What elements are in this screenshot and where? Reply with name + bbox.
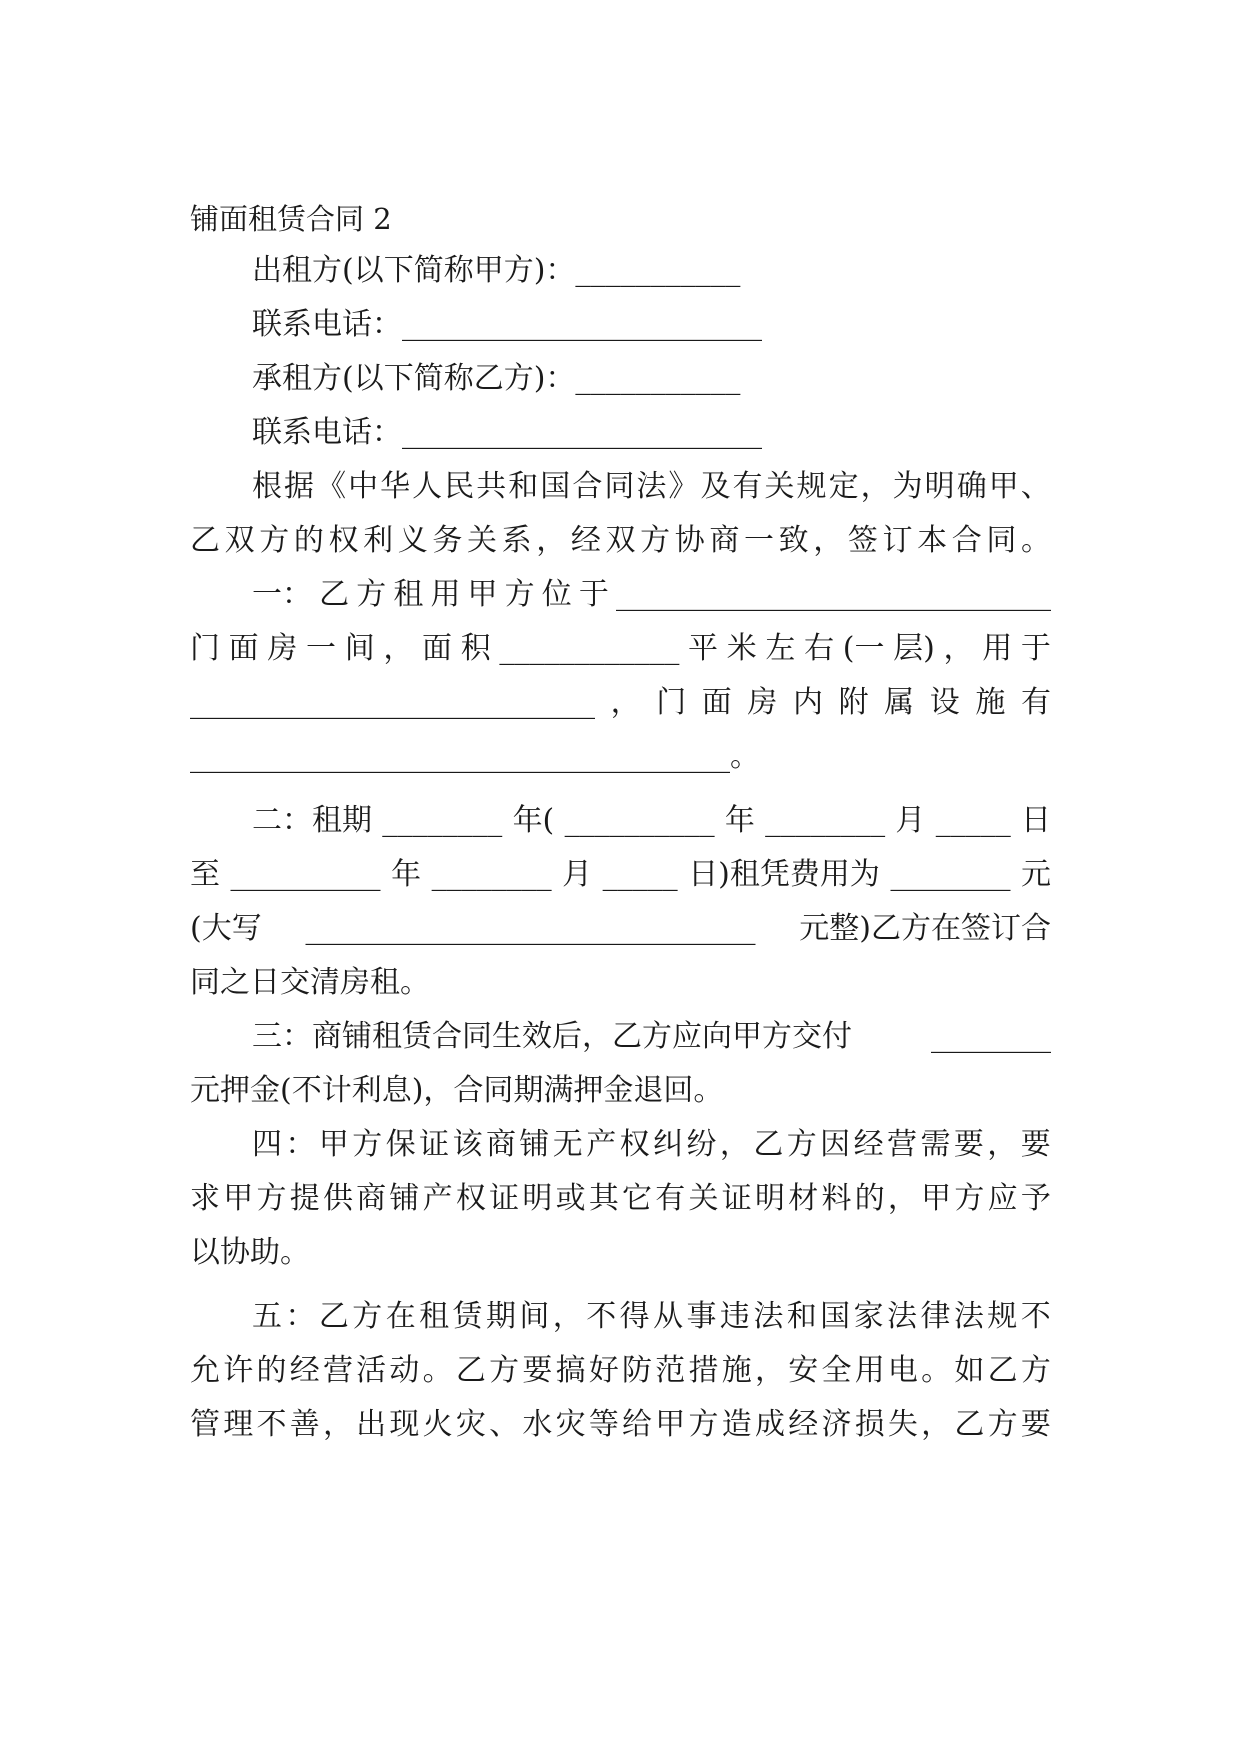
text-segment: 合 — [572, 469, 603, 504]
text-segment: 施 — [721, 1353, 752, 1388]
text-segment: 月 — [895, 803, 926, 838]
text-segment: 其 — [588, 1181, 619, 1216]
clause-2-line-4: 同之日交清房租。 — [190, 965, 430, 1000]
text-segment: ， — [943, 631, 974, 666]
text-segment: 失 — [887, 1407, 918, 1442]
text-segment: 义 — [397, 523, 428, 558]
clause-2-line-2 — [190, 846, 1051, 904]
text-segment: 好 — [588, 1353, 619, 1388]
text-segment: 供 — [322, 1181, 353, 1216]
text-segment: 方 — [356, 577, 387, 612]
text-segment: 房 — [747, 685, 778, 720]
text-segment: 据 — [284, 469, 315, 504]
text-segment: 房 — [267, 631, 298, 666]
lessee-line: 承租方(以下简称乙方)：___________ — [252, 361, 741, 396]
text-segment: 损 — [854, 1407, 885, 1442]
text-segment: 附 — [838, 685, 869, 720]
text-segment: ___________________________ — [190, 685, 595, 720]
text-segment: ， — [860, 469, 891, 504]
text-segment: 元整)乙方在签订合 — [799, 911, 1051, 946]
clause-1-line-2 — [190, 620, 1051, 678]
text-segment: 、 — [1020, 469, 1051, 504]
text-segment: 经 — [853, 1127, 884, 1162]
text-segment: 应 — [987, 1181, 1018, 1216]
text-segment: 间 — [519, 1299, 550, 1334]
text-segment: 务 — [432, 523, 463, 558]
text-segment: 甲 — [223, 1181, 254, 1216]
text-segment: 于 — [578, 577, 609, 612]
text-segment: 法 — [636, 469, 667, 504]
text-segment: 国 — [540, 469, 571, 504]
text-segment: 甲 — [318, 1127, 349, 1162]
clause-2-line-3 — [190, 900, 1051, 958]
clause-1-line-1 — [252, 566, 1051, 624]
text-segment: ， — [383, 631, 414, 666]
text-segment: 规 — [796, 469, 827, 504]
text-segment: 要 — [1020, 1127, 1051, 1162]
text-segment: 华 — [380, 469, 411, 504]
text-segment: 方 — [489, 1353, 520, 1388]
lessor-phone-line: 联系电话：________________________ — [252, 307, 762, 342]
text-segment: 方 — [256, 1181, 287, 1216]
text-segment: 措 — [688, 1353, 719, 1388]
text-segment: 家 — [853, 1299, 884, 1334]
text-segment: 方 — [504, 577, 535, 612]
text-segment: 甲 — [921, 1181, 952, 1216]
text-segment: 订 — [882, 523, 913, 558]
text-segment: (一 — [842, 631, 885, 666]
text-segment: 法 — [887, 1299, 918, 1334]
clause-5-line-1 — [252, 1288, 1051, 1346]
text-segment: 方 — [352, 1127, 383, 1162]
text-segment: 一 — [744, 523, 774, 558]
text-segment: 得 — [619, 1299, 650, 1334]
text-segment: 用 — [430, 577, 461, 612]
text-segment: 》 — [668, 469, 699, 504]
text-segment: 乙 — [753, 1127, 784, 1162]
text-segment: 纠 — [653, 1127, 684, 1162]
text-segment: 它 — [622, 1181, 653, 1216]
text-segment: 年( — [512, 803, 555, 838]
text-segment: 管 — [190, 1407, 220, 1442]
text-segment: 租 — [419, 1299, 450, 1334]
clause-4-line-1 — [252, 1116, 1051, 1174]
clause-3-line-1 — [252, 1008, 1051, 1066]
text-segment: 违 — [719, 1299, 750, 1334]
text-segment: ________ — [765, 803, 886, 838]
text-segment: 电 — [887, 1353, 918, 1388]
text-segment: 定 — [828, 469, 859, 504]
text-segment: 有 — [732, 469, 763, 504]
text-segment: _____ — [935, 803, 1011, 838]
text-segment: 一： — [252, 577, 312, 612]
text-segment: 、 — [489, 1407, 520, 1442]
text-segment: 该 — [452, 1127, 483, 1162]
text-segment: 双 — [224, 523, 255, 558]
text-segment: 有 — [1020, 685, 1051, 720]
text-segment: 日)租凭费用为 — [688, 857, 880, 892]
text-segment: 善 — [289, 1407, 320, 1442]
text-segment: 方 — [954, 1181, 985, 1216]
text-segment: 方 — [688, 1407, 719, 1442]
text-segment: 出 — [356, 1407, 387, 1442]
text-segment: 期 — [485, 1299, 516, 1334]
text-segment: 方 — [352, 1299, 383, 1334]
text-segment: 明 — [522, 1181, 553, 1216]
text-segment: 证 — [419, 1127, 450, 1162]
text-segment: 民 — [444, 469, 475, 504]
text-segment: 范 — [655, 1353, 686, 1388]
text-segment: 本 — [917, 523, 948, 558]
text-segment: 双 — [605, 523, 636, 558]
text-segment: 经 — [570, 523, 601, 558]
text-segment: ， — [813, 523, 844, 558]
text-segment: 右 — [804, 631, 835, 666]
text-segment: 面 — [701, 685, 732, 720]
text-segment: 允 — [190, 1353, 220, 1388]
text-segment: 确 — [956, 469, 987, 504]
text-segment: 一 — [306, 631, 337, 666]
text-segment: 甲 — [467, 577, 498, 612]
clause-2-line-1 — [252, 792, 1051, 850]
text-segment: 租 — [393, 577, 424, 612]
text-segment: 律 — [920, 1299, 951, 1334]
text-segment: _____________________________ — [615, 577, 1051, 612]
text-segment: 年 — [724, 803, 755, 838]
text-segment: 求 — [190, 1181, 220, 1216]
text-segment: 明 — [924, 469, 955, 504]
document-title: 铺面租赁合同 2 — [190, 202, 392, 236]
text-segment: 商 — [356, 1181, 387, 1216]
text-segment: 根 — [252, 469, 282, 504]
text-segment: 合 — [951, 523, 982, 558]
text-segment: 权 — [619, 1127, 650, 1162]
text-segment: 于 — [1020, 631, 1051, 666]
text-segment: ______________________________ — [305, 911, 756, 946]
text-segment: 产 — [422, 1181, 453, 1216]
text-segment: 法 — [953, 1299, 984, 1334]
text-segment: 为 — [892, 469, 923, 504]
text-segment: 至 — [190, 857, 220, 892]
text-segment: 保 — [385, 1127, 416, 1162]
text-segment: 灾 — [555, 1407, 586, 1442]
text-segment: 产 — [586, 1127, 617, 1162]
text-segment: ， — [552, 1299, 583, 1334]
text-segment: 赁 — [452, 1299, 483, 1334]
text-segment: 因 — [820, 1127, 851, 1162]
text-segment: 协 — [674, 523, 705, 558]
text-segment: 事 — [686, 1299, 717, 1334]
text-segment: 予 — [1020, 1181, 1051, 1216]
text-segment: 或 — [555, 1181, 586, 1216]
text-segment: 铺 — [389, 1181, 420, 1216]
text-segment: 的 — [854, 1181, 885, 1216]
text-segment: 《 — [316, 469, 347, 504]
text-segment: 造 — [721, 1407, 752, 1442]
text-segment: 同 — [604, 469, 635, 504]
text-segment: 法 — [753, 1299, 784, 1334]
text-segment: 日 — [1020, 803, 1051, 838]
text-segment: 方 — [987, 1407, 1018, 1442]
text-segment: 需 — [920, 1127, 951, 1162]
text-segment: ， — [322, 1407, 353, 1442]
clause-1-line-4: ____________________________________。 — [190, 739, 760, 774]
text-segment: 防 — [622, 1353, 653, 1388]
text-segment: ， — [921, 1407, 952, 1442]
clause-1-line-3 — [190, 674, 1051, 732]
text-segment: 共 — [476, 469, 507, 504]
text-segment: 活 — [356, 1353, 387, 1388]
text-segment: 从 — [653, 1299, 684, 1334]
text-segment: 内 — [792, 685, 823, 720]
preamble-line-1 — [252, 458, 1051, 516]
text-segment: 明 — [754, 1181, 785, 1216]
text-segment: 面 — [228, 631, 259, 666]
text-segment: 门 — [190, 631, 220, 666]
text-segment: 方 — [1020, 1353, 1051, 1388]
text-segment: 乙 — [319, 577, 350, 612]
text-segment: 人 — [412, 469, 443, 504]
text-segment: 国 — [820, 1299, 851, 1334]
text-segment: 的 — [293, 523, 324, 558]
text-segment: 设 — [929, 685, 960, 720]
text-segment: ： — [285, 1299, 316, 1334]
text-segment: ： — [285, 1127, 316, 1162]
text-segment: 搞 — [555, 1353, 586, 1388]
text-segment: 致 — [778, 523, 809, 558]
text-segment: 二：租期 — [252, 803, 372, 838]
lessor-line: 出租方(以下简称甲方)：___________ — [252, 253, 741, 288]
text-segment: 有 — [655, 1181, 686, 1216]
clause-5-line-3 — [190, 1396, 1051, 1454]
text-segment: 签 — [847, 523, 878, 558]
text-segment: 在 — [385, 1299, 416, 1334]
text-segment: 左 — [765, 631, 796, 666]
text-segment: ____________ — [499, 631, 680, 666]
text-segment: 证 — [721, 1181, 752, 1216]
text-segment: 施 — [975, 685, 1006, 720]
text-segment: 积 — [460, 631, 491, 666]
text-segment: 三：商铺租赁合同生效后，乙方应向甲方交付 — [252, 1019, 852, 1054]
text-segment: 。 — [422, 1353, 453, 1388]
text-segment: ， — [887, 1181, 918, 1216]
text-segment: ________ — [382, 803, 503, 838]
text-segment: ， — [536, 523, 567, 558]
text-segment: 利 — [363, 523, 394, 558]
text-segment: 料 — [821, 1181, 852, 1216]
text-segment: 五 — [252, 1299, 282, 1334]
text-segment: 层) — [893, 631, 935, 666]
text-segment: 要 — [953, 1127, 984, 1162]
text-segment: 同 — [986, 523, 1017, 558]
text-segment: ________ — [431, 857, 552, 892]
text-segment: 经 — [289, 1353, 320, 1388]
text-segment: ________ — [890, 857, 1011, 892]
text-segment: 权 — [455, 1181, 486, 1216]
text-segment: 平 — [688, 631, 719, 666]
text-segment: 用 — [982, 631, 1013, 666]
text-segment: 关 — [688, 1181, 719, 1216]
text-segment: ， — [754, 1353, 785, 1388]
text-segment: 不 — [586, 1299, 617, 1334]
text-segment: 的 — [256, 1353, 287, 1388]
text-segment: 乙 — [455, 1353, 486, 1388]
text-segment: 用 — [854, 1353, 885, 1388]
text-segment: 关 — [467, 523, 497, 558]
text-segment: 给 — [622, 1407, 653, 1442]
text-segment: __________ — [230, 857, 381, 892]
text-segment: 方 — [259, 523, 290, 558]
text-segment: 甲 — [655, 1407, 686, 1442]
text-segment: 规 — [987, 1299, 1018, 1334]
text-segment: 乙 — [987, 1353, 1018, 1388]
text-segment: ________ — [931, 1019, 1051, 1054]
text-segment: 面 — [422, 631, 453, 666]
text-segment: 动 — [389, 1353, 420, 1388]
clause-4-line-3: 以协助。 — [190, 1235, 310, 1270]
text-segment: 理 — [223, 1407, 254, 1442]
clause-5-line-2 — [190, 1342, 1051, 1400]
text-segment: 门 — [656, 685, 687, 720]
text-segment: 水 — [522, 1407, 553, 1442]
text-segment: 及 — [700, 469, 731, 504]
text-segment: 和 — [786, 1299, 817, 1334]
text-segment: 。 — [1021, 523, 1051, 558]
text-segment: 灾 — [455, 1407, 486, 1442]
text-segment: 元 — [1020, 857, 1051, 892]
text-segment: 乙 — [954, 1407, 985, 1442]
clause-3-line-2: 元押金(不计利息)，合同期满押金退回。 — [190, 1073, 724, 1108]
text-segment: 关 — [764, 469, 795, 504]
text-segment: 材 — [788, 1181, 819, 1216]
text-segment: 铺 — [519, 1127, 550, 1162]
text-segment: _____ — [602, 857, 678, 892]
text-segment: 纷 — [686, 1127, 717, 1162]
text-segment: 米 — [726, 631, 757, 666]
text-segment: 位 — [541, 577, 572, 612]
text-segment: 权 — [328, 523, 359, 558]
text-segment: 四 — [252, 1127, 282, 1162]
text-segment: 要 — [522, 1353, 553, 1388]
text-segment: ， — [610, 685, 641, 720]
text-segment: 间 — [344, 631, 375, 666]
text-segment: 营 — [887, 1127, 918, 1162]
text-segment: 营 — [322, 1353, 353, 1388]
text-segment: 火 — [422, 1407, 453, 1442]
text-segment: 年 — [391, 857, 422, 892]
text-segment: 等 — [588, 1407, 619, 1442]
text-segment: 成 — [754, 1407, 785, 1442]
text-segment: 现 — [389, 1407, 420, 1442]
text-segment: 许 — [223, 1353, 254, 1388]
text-segment: 方 — [786, 1127, 817, 1162]
text-segment: 提 — [289, 1181, 320, 1216]
text-segment: 中 — [348, 469, 379, 504]
text-segment: 乙 — [318, 1299, 349, 1334]
text-segment: 如 — [954, 1353, 985, 1388]
text-segment: 月 — [562, 857, 593, 892]
text-segment: 安 — [788, 1353, 819, 1388]
text-segment: 全 — [821, 1353, 852, 1388]
lessee-phone-line: 联系电话：________________________ — [252, 415, 762, 450]
text-segment: 商 — [485, 1127, 516, 1162]
text-segment: 证 — [489, 1181, 520, 1216]
text-segment: (大写 — [190, 911, 262, 946]
text-segment: 不 — [256, 1407, 287, 1442]
text-segment: 商 — [709, 523, 740, 558]
text-segment: 无 — [552, 1127, 583, 1162]
text-segment: 乙 — [190, 523, 220, 558]
text-segment: 。 — [921, 1353, 952, 1388]
text-segment: 甲 — [988, 469, 1019, 504]
preamble-line-2 — [190, 512, 1051, 570]
text-segment: 济 — [821, 1407, 852, 1442]
clause-4-line-2 — [190, 1170, 1051, 1228]
text-segment: 方 — [640, 523, 671, 558]
text-segment: 和 — [508, 469, 539, 504]
text-segment: __________ — [564, 803, 715, 838]
text-segment: ， — [719, 1127, 750, 1162]
text-segment: 属 — [884, 685, 915, 720]
text-segment: 系 — [501, 523, 532, 558]
text-segment: 经 — [788, 1407, 819, 1442]
text-segment: 要 — [1020, 1407, 1051, 1442]
text-segment: 不 — [1020, 1299, 1051, 1334]
text-segment: ， — [987, 1127, 1018, 1162]
